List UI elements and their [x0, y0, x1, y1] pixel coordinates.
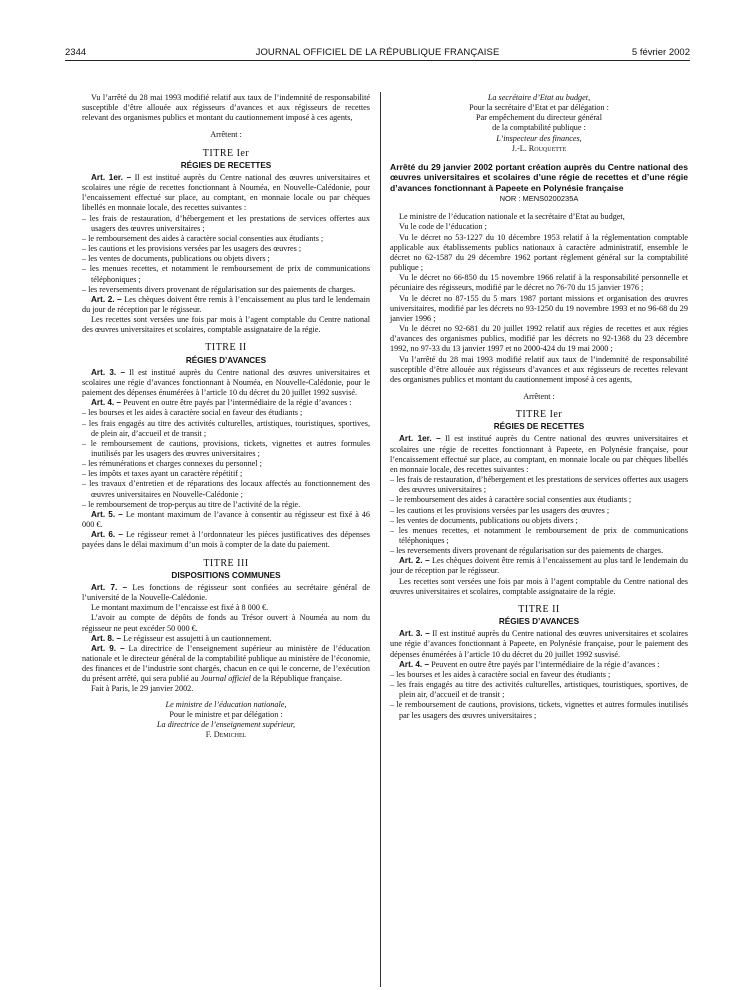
article-label: Art. 5. –	[91, 509, 123, 519]
page-header	[65, 47, 690, 59]
article-text: Il est institué auprès du Centre national des œuvres universitaires et scolaires une régie d’avances fonctionnant à Papeete, en Polynésie française, pour le paiement des dépenses énumérées à l’article 10 du décret du 20 juillet 1992 susvisé.	[390, 629, 688, 659]
titre-subheading: RÉGIES DE RECETTES	[493, 422, 585, 432]
vu-paragraph: Vu le décret no 87-155 du 5 mars 1987 portant missions et organisation des œuvres universitaires, modifié par les décrets no 93-1250 du 19 novembre 1993 et no 96-68 du 29 janvier 1996 ;	[390, 293, 688, 323]
article-text: Les fonctions de régisseur sont confiées au secrétaire général de l’université de la Nouvelle-Calédonie.	[82, 582, 370, 603]
column-divider	[380, 92, 381, 987]
article-text: Le régisseur remet à l’ordonnateur les pièces justificatives des dépenses payées dans le délai maximum d’un mois à compter de la date du paiement.	[82, 530, 370, 550]
vu-paragraph: Vu le décret no 66-850 du 15 novembre 1966 relatif à la responsabilité personnelle et pécuniaire des régisseurs, modifié par le décret no 76-70 du 15 janvier 1976 ;	[390, 273, 688, 293]
list-item: – les bourses et les aides à caractère social en faveur des étudiants ;	[82, 408, 370, 418]
list-item: – les menues recettes, et notamment le remboursement de prix de communications téléphoniques ;	[82, 264, 370, 284]
article-1	[390, 434, 688, 475]
decree-title: Arrêté du 29 janvier 2002 portant création auprès du Centre national des œuvres universitaires et scolaires d’une régie de recettes et d’une régie d’avances fonctionnant à Papeete en Polynésie française	[390, 161, 688, 193]
article-text: La directrice de l’enseignement supérieur au ministère de l’éducation nationale et le directeur général de la comptabilité publique au ministère de l’économie, des finances et de l’industrie sont chargés, chacun en ce qui le concerne, de l’exécution du présent arrêté, qui sera publié au	[82, 643, 370, 684]
signatory-delegation: de la comptabilité publique :	[492, 123, 586, 133]
article-9	[82, 644, 370, 685]
article-5	[82, 510, 370, 530]
header-rule	[65, 60, 690, 61]
signatory-title: L’inspecteur des finances,	[496, 133, 582, 143]
titre-subheading: RÉGIES D’AVANCES	[185, 355, 267, 365]
signatory-name: F. Demichel	[205, 730, 247, 740]
article-6	[82, 530, 370, 550]
list-item: – les cautions et les provisions versées par les usagers des œuvres ;	[82, 244, 370, 254]
avances-list	[390, 670, 688, 721]
list-item: – le remboursement de cautions, provisions, tickets, vignettes et autres formules inutilisés par les usagers des œuvres universitaires ;	[390, 700, 688, 720]
list-item: – les frais engagés au titre des activités culturelles, artistiques, touristiques, sportives, de plein air, d’accueil et de transit ;	[390, 680, 688, 700]
titre-heading: TITRE Ier	[515, 409, 563, 421]
journal-title: JOURNAL OFFICIEL DE LA RÉPUBLIQUE FRANÇAISE	[255, 47, 500, 58]
article-3	[390, 629, 688, 659]
article-2-paragraph: Les recettes sont versées une fois par mois à l’agent comptable du Centre national des œuvres universitaires et scolaires, comptable assignataire de la régie.	[82, 315, 370, 335]
recettes-list	[390, 475, 688, 556]
issue-date: 5 février 2002	[631, 47, 690, 58]
list-item: – les impôts et taxes ayant un caractère répétitif ;	[82, 469, 370, 479]
article-label: Art. 2. –	[91, 294, 122, 304]
article-text: Il est institué auprès du Centre national des œuvres universitaires et scolaires une régie d’avances fonctionnant à Nouméa, en Nouvelle-Calédonie, pour le paiement des dépenses énumérées à l’article 10 du décret du 20 juillet 1992 susvisé.	[82, 367, 370, 398]
list-item: – les reversements divers provenant de régularisation sur des paiements de charges.	[82, 285, 370, 295]
signatory-name: J.-L. Rouquette	[511, 143, 567, 153]
article-text: Les chèques doivent être remis à l’encaissement au plus tard le lendemain du jour de réception par le régisseur.	[390, 556, 688, 576]
titre-heading: TITRE III	[203, 557, 249, 569]
article-7-paragraph: Le montant maximum de l’encaisse est fixé à 8 000 €.	[91, 603, 269, 613]
list-item: – les cautions et les provisions versées par les usagers des œuvres ;	[390, 506, 688, 516]
arretent-label: Arrêtent :	[523, 391, 555, 401]
recettes-list	[82, 214, 370, 295]
list-item: – les travaux d’entretien et de réparations des locaux affectés au fonctionnement des œuvres universitaires en Nouvelle-Calédonie ;	[82, 479, 370, 499]
list-item: – le remboursement des aides à caractère social consenties aux étudiants ;	[82, 234, 370, 244]
article-label: Art. 4. –	[91, 398, 122, 408]
article-2	[390, 556, 688, 576]
right-column	[390, 93, 688, 721]
list-item: – les ventes de documents, publications ou objets divers ;	[390, 516, 688, 526]
article-1	[82, 173, 370, 214]
titre-subheading: DISPOSITIONS COMMUNES	[171, 570, 281, 580]
arretent-label: Arrêtent :	[210, 130, 242, 140]
list-item: – le remboursement des aides à caractère social consenties aux étudiants ;	[390, 495, 688, 505]
article-label: Art. 1er. –	[91, 172, 132, 182]
article-label: Art. 6. –	[91, 530, 123, 540]
list-item: – les bourses et les aides à caractère social en faveur des étudiants ;	[390, 670, 688, 680]
titre-subheading: RÉGIES DE RECETTES	[180, 160, 272, 170]
article-text: Le régisseur est assujetti à un cautionnement.	[121, 633, 272, 643]
signatory-delegation: Pour la secrétaire d’Etat et par délégation :	[469, 103, 609, 113]
list-item: – les ventes de documents, publications ou objets divers ;	[82, 254, 370, 264]
article-text: Peuvent en outre être payés par l’intermédiaire de la régie d’avances :	[429, 659, 660, 669]
article-text: Peuvent en outre être payés par l’intermédiaire de la régie d’avances :	[121, 398, 352, 408]
article-2-paragraph: Les recettes sont versées une fois par mois à l’agent comptable du Centre national des œuvres universitaires et scolaires, comptable assignataire de la régie.	[390, 576, 688, 596]
avances-list	[82, 408, 370, 510]
titre-heading: TITRE II	[518, 603, 560, 615]
list-item: – les rémunérations et charges connexes du personnel ;	[82, 459, 370, 469]
list-item: – les menues recettes, et notamment le remboursement de prix de communications téléphoniques ;	[390, 526, 688, 546]
article-text: Il est institué auprès du Centre national des œuvres universitaires et scolaires une régie de recettes fonctionnant à Papeete, en Polynésie française, pour l’encaissement effectué sur place, au comptant, en monnaie locale ou par chèques libellés en monnaie locale, des recettes suivantes :	[390, 434, 688, 474]
titre-heading: TITRE Ier	[202, 147, 250, 159]
article-text: Le montant maximum de l’avance à consentir au régisseur est fixé à 46 000 €.	[82, 509, 370, 530]
article-7-paragraph: L’avoir au compte de dépôts de fonds au Trésor ouvert à Nouméa au nom du régisseur ne peut excéder 50 000 €.	[82, 613, 370, 633]
article-label: Art. 1er. –	[399, 434, 441, 444]
left-column	[82, 93, 370, 740]
signatory-delegation: Pour le ministre et par délégation :	[169, 709, 283, 719]
article-label: Art. 8. –	[91, 633, 122, 643]
article-8	[82, 634, 370, 644]
fait-line: Fait à Paris, le 29 janvier 2002.	[91, 684, 194, 694]
article-4	[390, 660, 688, 670]
list-item: – les frais engagés au titre des activités culturelles, artistiques, touristiques, sportives, de plein air, d’accueil et de transit ;	[82, 419, 370, 439]
article-2	[82, 295, 370, 315]
list-item: – le remboursement de cautions, provisions, tickets, vignettes et autres formules inutilisés par les usagers des œuvres universitaires ;	[82, 439, 370, 459]
vu-paragraph: Vu le décret no 53-1227 du 10 décembre 1953 relatif à la réglementation comptable applicable aux établissements publics nationaux à caractère administratif, ensemble le décret no 62-1587 du 29 décembre 1962 portant règlement général sur la comptabilité publique ;	[390, 232, 688, 273]
article-3	[82, 368, 370, 398]
article-7	[82, 583, 370, 603]
article-4	[82, 398, 370, 408]
article-text: Il est institué auprès du Centre national des œuvres universitaires et scolaires une régie de recettes fonctionnant à Nouméa, en Nouvelle-Calédonie, pour l’encaissement effectué sur place, au comptant, en monnaie locale ou par chèques libellés en monnaie locale, des recettes suivantes :	[82, 172, 370, 213]
list-item: – le remboursement de trop-perçus au titre de l’activité de la régie.	[82, 500, 370, 510]
nor-reference: NOR : MENS0200235A	[499, 194, 579, 204]
article-label: Art. 9. –	[91, 643, 125, 653]
intro-paragraph: Vu l’arrêté du 28 mai 1993 modifié relatif aux taux de l’indemnité de responsabilité susceptible d’être allouée aux régisseurs d’avances et aux régisseurs de recettes relevant des organismes publics et montant du cautionnement imposé à ces agents,	[82, 93, 370, 123]
page-number: 2344	[65, 47, 87, 58]
article-label: Art. 3. –	[91, 367, 126, 377]
titre-heading: TITRE II	[205, 342, 247, 354]
vu-paragraph: Vu le code de l’éducation ;	[399, 222, 487, 232]
article-label: Art. 3. –	[399, 629, 430, 639]
article-text: Les chèques doivent être remis à l’encaissement au plus tard le lendemain du jour de réception par le régisseur.	[82, 294, 370, 314]
signatory-title: Le ministre de l’éducation nationale,	[165, 699, 287, 709]
article-text: de la République française.	[250, 674, 343, 684]
list-item: – les frais de restauration, d’hébergement et les prestations de services offertes aux usagers des œuvres universitaires ;	[390, 475, 688, 495]
signatory-title: La secrétaire d’Etat au budget,	[487, 93, 591, 102]
article-label: Art. 7. –	[91, 582, 128, 592]
list-item: – les frais de restauration, d’hébergement et les prestations de services offertes aux usagers des œuvres universitaires ;	[82, 214, 370, 234]
list-item: – les reversements divers provenant de régularisation sur des paiements de charges.	[390, 546, 688, 556]
journal-reference: Journal officiel	[200, 674, 251, 684]
article-label: Art. 2. –	[399, 556, 430, 566]
vu-paragraph: Vu le décret no 92-681 du 20 juillet 1992 relatif aux régies de recettes et aux régies d’avances des organismes publics, modifié par les décrets no 92-1368 du 23 décembre 1992, no 97-33 du 13 janvier 1997 et no 2000-424 du 19 mai 2000 ;	[390, 324, 688, 354]
titre-subheading: RÉGIES D’AVANCES	[498, 617, 580, 627]
intro-paragraph: Le ministre de l’éducation nationale et la secrétaire d’Etat au budget,	[399, 212, 625, 222]
signatory-title: La directrice de l’enseignement supérieur,	[156, 719, 296, 729]
article-label: Art. 4. –	[399, 659, 430, 669]
vu-paragraph: Vu l’arrêté du 28 mai 1993 modifié relatif aux taux de l’indemnité de responsabilité susceptible d’être allouée aux régisseurs d’avances et aux régisseurs de recettes relevant des organismes publics et montant du cautionnement imposé à ces agents,	[390, 354, 688, 384]
signatory-delegation: Par empêchement du directeur général	[476, 113, 602, 123]
